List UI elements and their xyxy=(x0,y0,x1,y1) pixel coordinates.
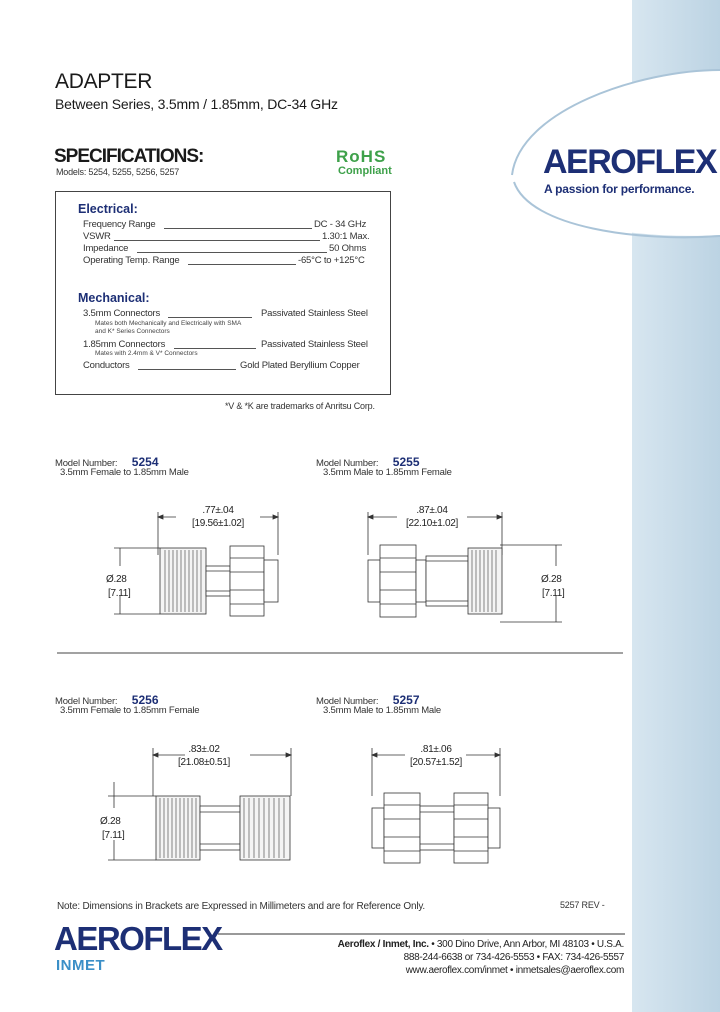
page-subtitle: Between Series, 3.5mm / 1.85mm, DC-34 GHz xyxy=(55,96,338,112)
spec-label: Conductors xyxy=(83,360,130,371)
footer-web[interactable]: www.aeroflex.com/inmet • inmetsales@aeroflex.com xyxy=(405,965,624,976)
footer-aeroflex-logo: AEROFLEX xyxy=(54,920,222,957)
model-number: 5254 xyxy=(131,455,159,469)
page-title: ADAPTER xyxy=(55,70,153,93)
model-label: Model Number: xyxy=(55,696,118,707)
model-description: 3.5mm Male to 1.85mm Female xyxy=(323,467,452,478)
rohs-mark: RoHS xyxy=(336,147,387,166)
spec-value: 50 Ohms xyxy=(329,243,367,254)
adapter-drawing-5256 xyxy=(108,748,291,860)
model-label: Model Number: xyxy=(316,458,379,469)
footer-address-line xyxy=(338,939,624,950)
spec-value: Passivated Stainless Steel xyxy=(261,339,368,350)
spec-label: VSWR xyxy=(83,231,111,242)
model-label: Model Number: xyxy=(55,458,118,469)
spec-label: 3.5mm Connectors xyxy=(83,308,161,319)
trademark-note: *V & *K are trademarks of Anritsu Corp. xyxy=(225,401,375,411)
model-description: 3.5mm Male to 1.85mm Male xyxy=(323,705,442,716)
spec-label: Impedance xyxy=(83,243,129,254)
revision-label: 5257 REV - xyxy=(560,900,605,910)
company-name: Aeroflex / Inmet, Inc. xyxy=(337,939,429,950)
length-inches: .77±.04 xyxy=(202,505,234,516)
length-mm: [20.57±1.52] xyxy=(410,757,462,768)
diameter-mm: [7.11] xyxy=(542,588,565,599)
length-inches: .87±.04 xyxy=(416,505,448,516)
adapter-drawing-5255 xyxy=(368,512,565,622)
spec-value: 1.30:1 Max. xyxy=(322,231,370,242)
footer-phone: 888-244-6638 or 734-426-5553 • FAX: 734-426-5557 xyxy=(403,952,624,963)
company-address: • 300 Dino Drive, Ann Arbor, MI 48103 • U.S.A. xyxy=(428,939,624,950)
length-inches: .83±.02 xyxy=(188,744,220,755)
model-number: 5256 xyxy=(131,693,159,707)
diameter-inches: Ø.28 xyxy=(106,574,127,585)
rohs-compliant: Compliant xyxy=(338,165,392,177)
diameter-inches: Ø.28 xyxy=(100,816,121,827)
spec-label: Operating Temp. Range xyxy=(83,255,180,266)
specifications-heading: SPECIFICATIONS: xyxy=(54,146,204,167)
spec-label: Frequency Range xyxy=(83,219,156,230)
length-mm: [22.10±1.02] xyxy=(406,518,458,529)
model-label: Model Number: xyxy=(316,696,379,707)
models-list: Models: 5254, 5255, 5256, 5257 xyxy=(56,167,180,177)
model-description: 3.5mm Female to 1.85mm Male xyxy=(60,467,189,478)
adapter-drawing-5254 xyxy=(114,512,278,616)
diameter-mm: [7.11] xyxy=(108,588,131,599)
mechanical-heading: Mechanical: xyxy=(78,291,150,305)
model-number: 5255 xyxy=(392,455,420,469)
spec-value: DC - 34 GHz xyxy=(314,219,367,230)
spec-value: -65°C to +125°C xyxy=(298,255,365,266)
diameter-mm: [7.11] xyxy=(102,830,125,841)
adapter-drawing-5257 xyxy=(372,748,500,863)
dimension-note: Note: Dimensions in Brackets are Expressed in Millimeters and are for Reference Only. xyxy=(57,901,425,912)
aeroflex-logo: AEROFLEX xyxy=(543,143,717,181)
length-mm: [19.56±1.02] xyxy=(192,518,244,529)
diameter-inches: Ø.28 xyxy=(541,574,562,585)
length-inches: .81±.06 xyxy=(420,744,452,755)
length-mm: [21.08±0.51] xyxy=(178,757,230,768)
electrical-heading: Electrical: xyxy=(78,202,138,216)
spec-label: 1.85mm Connectors xyxy=(83,339,166,350)
model-description: 3.5mm Female to 1.85mm Female xyxy=(60,705,200,716)
footer-inmet-logo: INMET xyxy=(56,957,106,974)
spec-value: Gold Plated Beryllium Copper xyxy=(240,360,360,371)
spec-note: Mates both Mechanically and Electrically with SMA and K* Series Connectors xyxy=(95,320,241,335)
spec-value: Passivated Stainless Steel xyxy=(261,308,368,319)
model-number: 5257 xyxy=(392,693,420,707)
spec-note: Mates with 2.4mm & V* Connectors xyxy=(95,350,198,357)
logo-tagline: A passion for performance. xyxy=(544,182,695,196)
